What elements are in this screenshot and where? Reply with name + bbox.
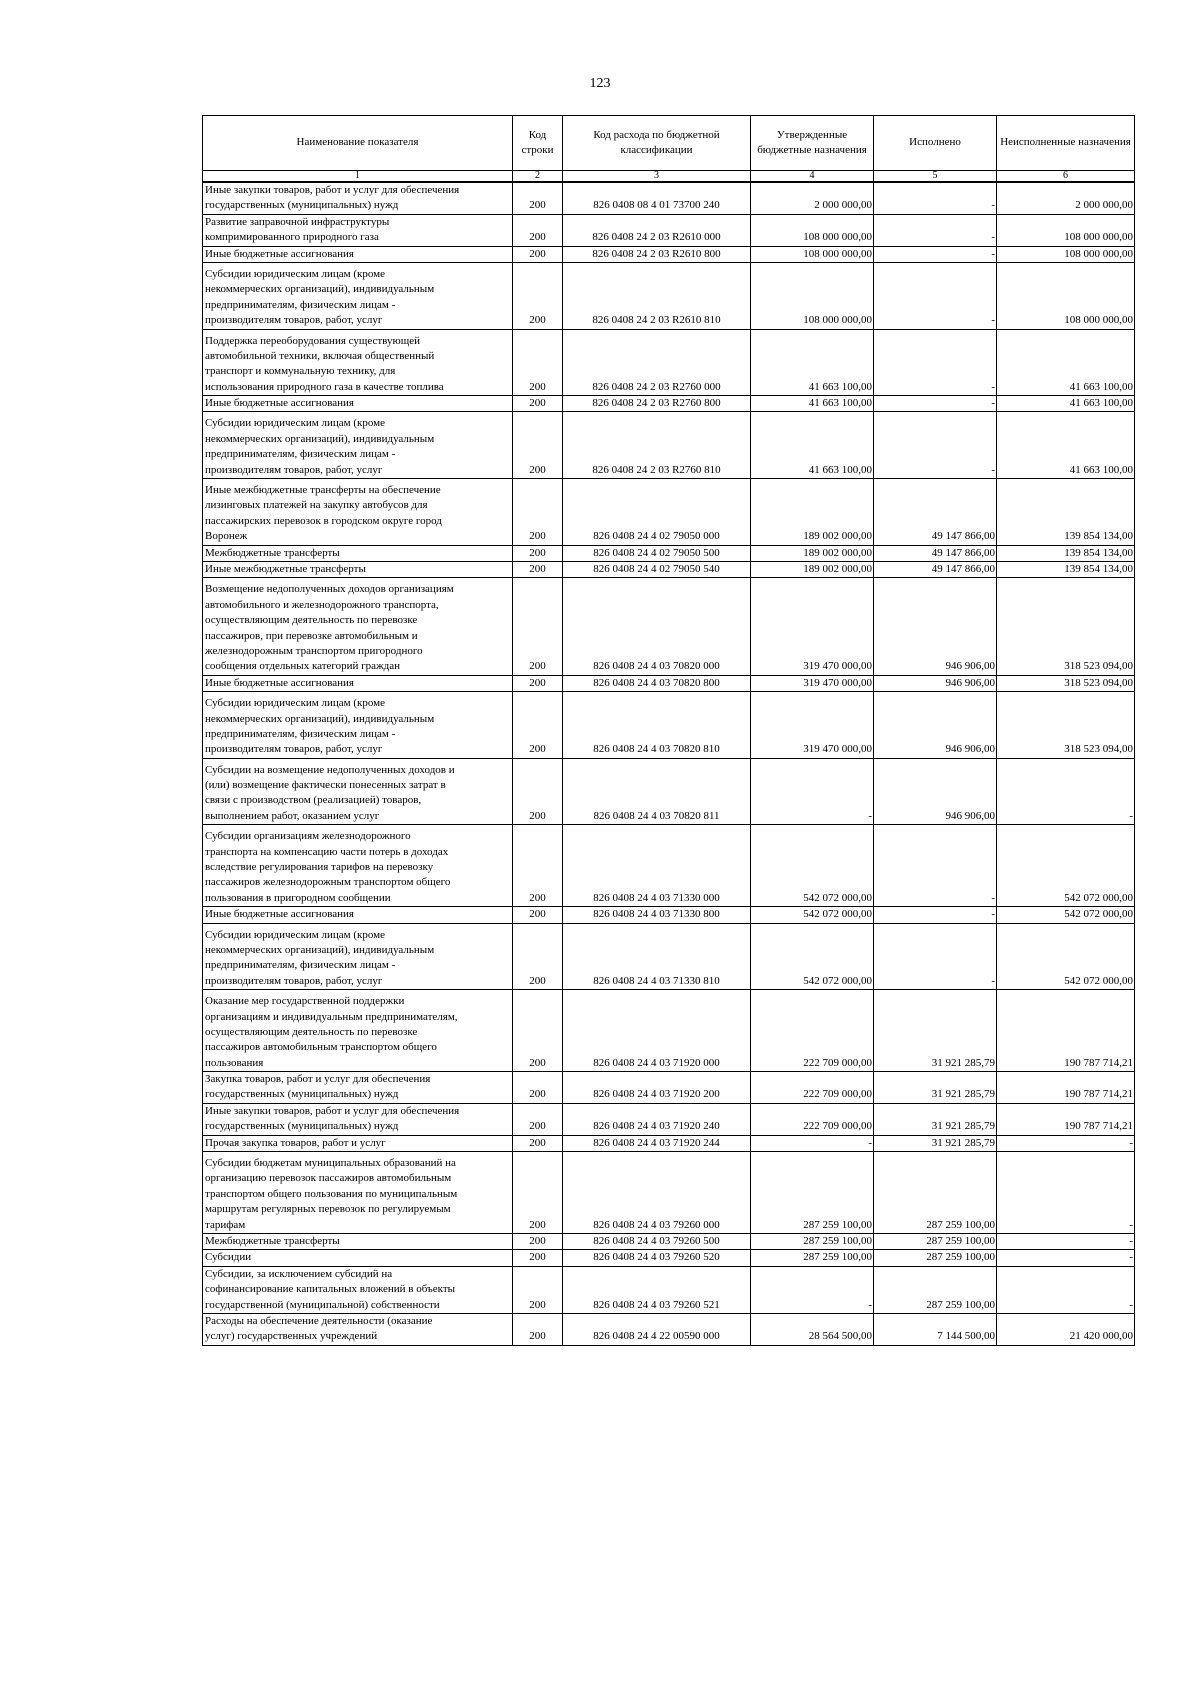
row-budget-code-cell: 826 0408 24 4 03 71330 000 (563, 825, 751, 907)
row-budget-code-cell: 826 0408 24 2 03 R2760 810 (563, 412, 751, 479)
row-approved-cell: - (751, 758, 874, 825)
row-unexecuted-cell: - (997, 1266, 1135, 1313)
row-approved-cell: 189 002 000,00 (751, 561, 874, 577)
table-row (203, 990, 1135, 1072)
row-name-cell: Иные межбюджетные трансферты (203, 561, 513, 577)
row-executed-cell: - (874, 246, 997, 262)
row-line-code-cell: 200 (513, 1266, 563, 1313)
header-approved: Утвержденные бюджетные назначения (751, 116, 874, 171)
header-indicator-name: Наименование показателя (203, 116, 513, 171)
row-unexecuted-cell: - (997, 1135, 1135, 1151)
row-budget-code-cell: 826 0408 24 4 03 71920 000 (563, 990, 751, 1072)
row-budget-code-cell: 826 0408 24 4 02 79050 540 (563, 561, 751, 577)
row-unexecuted-cell: 190 787 714,21 (997, 990, 1135, 1072)
column-number: 5 (874, 171, 997, 183)
row-line-code-cell: 200 (513, 578, 563, 675)
row-approved-cell: - (751, 1135, 874, 1151)
row-name-cell: Закупка товаров, работ и услуг для обеспечения государственных (муниципальных) нужд (203, 1072, 513, 1104)
row-executed-cell: 287 259 100,00 (874, 1234, 997, 1250)
row-executed-cell: 946 906,00 (874, 692, 997, 759)
row-name-cell: Субсидии юридическим лицам (кроме некоммерческих организаций), индивидуальным предпринимателям, физическим лицам - производителям товаров, работ, услуг (203, 262, 513, 329)
table-row (203, 561, 1135, 577)
table-header (203, 116, 1135, 183)
row-name-cell: Возмещение недополученных доходов организациям автомобильного и железнодорожного транспорта, осуществляющим деятельность по перевозке пассажиров, при перевозке автомобильным и железнодорожным транспортом пригородного сообщения отдельных категорий граждан (203, 578, 513, 675)
row-line-code-cell: 200 (513, 990, 563, 1072)
row-line-code-cell: 200 (513, 1152, 563, 1234)
row-executed-cell: 31 921 285,79 (874, 1072, 997, 1104)
table-row (203, 1103, 1135, 1135)
row-approved-cell: 542 072 000,00 (751, 923, 874, 990)
row-name-cell: Иные закупки товаров, работ и услуг для обеспечения государственных (муниципальных) нужд (203, 182, 513, 214)
row-budget-code-cell: 826 0408 24 4 02 79050 500 (563, 545, 751, 561)
row-executed-cell: - (874, 214, 997, 246)
row-budget-code-cell: 826 0408 24 2 03 R2610 800 (563, 246, 751, 262)
row-approved-cell: 287 259 100,00 (751, 1250, 874, 1266)
column-number: 6 (997, 171, 1135, 183)
row-executed-cell: 287 259 100,00 (874, 1266, 997, 1313)
row-unexecuted-cell: 41 663 100,00 (997, 412, 1135, 479)
row-line-code-cell: 200 (513, 675, 563, 691)
row-budget-code-cell: 826 0408 24 2 03 R2760 800 (563, 396, 751, 412)
row-line-code-cell: 200 (513, 1234, 563, 1250)
row-line-code-cell: 200 (513, 214, 563, 246)
row-budget-code-cell: 826 0408 24 4 03 71330 800 (563, 907, 751, 923)
row-budget-code-cell: 826 0408 24 4 03 71920 200 (563, 1072, 751, 1104)
row-approved-cell: 2 000 000,00 (751, 182, 874, 214)
row-budget-code-cell: 826 0408 24 4 03 70820 800 (563, 675, 751, 691)
row-unexecuted-cell: 41 663 100,00 (997, 396, 1135, 412)
table-row (203, 1135, 1135, 1151)
row-name-cell: Иные бюджетные ассигнования (203, 907, 513, 923)
row-budget-code-cell: 826 0408 24 4 03 79260 521 (563, 1266, 751, 1313)
table-row (203, 1266, 1135, 1313)
table-row (203, 1250, 1135, 1266)
row-budget-code-cell: 826 0408 24 2 03 R2610 810 (563, 262, 751, 329)
row-unexecuted-cell: - (997, 1250, 1135, 1266)
row-line-code-cell: 200 (513, 262, 563, 329)
row-budget-code-cell: 826 0408 24 4 03 70820 000 (563, 578, 751, 675)
table-row (203, 246, 1135, 262)
row-budget-code-cell: 826 0408 24 4 03 71920 240 (563, 1103, 751, 1135)
table-row (203, 1313, 1135, 1345)
header-unexecuted: Неисполненные назначения (997, 116, 1135, 171)
row-budget-code-cell: 826 0408 24 4 03 70820 810 (563, 692, 751, 759)
table-row (203, 479, 1135, 546)
page-number: 123 (589, 76, 611, 91)
row-budget-code-cell: 826 0408 24 4 03 79260 500 (563, 1234, 751, 1250)
row-approved-cell: 108 000 000,00 (751, 214, 874, 246)
table-row (203, 214, 1135, 246)
row-unexecuted-cell: 190 787 714,21 (997, 1103, 1135, 1135)
row-line-code-cell: 200 (513, 825, 563, 907)
row-name-cell: Иные бюджетные ассигнования (203, 246, 513, 262)
row-unexecuted-cell: - (997, 1234, 1135, 1250)
table-row (203, 923, 1135, 990)
row-line-code-cell: 200 (513, 1250, 563, 1266)
row-budget-code-cell: 826 0408 24 4 03 79260 520 (563, 1250, 751, 1266)
row-line-code-cell: 200 (513, 907, 563, 923)
row-line-code-cell: 200 (513, 758, 563, 825)
row-name-cell: Субсидии бюджетам муниципальных образований на организацию перевозок пассажиров автомобильным транспортом общего пользования по муниципальным маршрутам регулярных перевозок по регулируемым тарифам (203, 1152, 513, 1234)
table-body (203, 182, 1135, 1345)
row-executed-cell: - (874, 825, 997, 907)
row-executed-cell: 287 259 100,00 (874, 1152, 997, 1234)
row-executed-cell: - (874, 182, 997, 214)
row-executed-cell: - (874, 329, 997, 396)
row-line-code-cell: 200 (513, 182, 563, 214)
table-row (203, 1234, 1135, 1250)
row-approved-cell: 542 072 000,00 (751, 825, 874, 907)
row-approved-cell: 41 663 100,00 (751, 396, 874, 412)
header-budget-class-code: Код расхода по бюджетной классификации (563, 116, 751, 171)
row-approved-cell: 287 259 100,00 (751, 1234, 874, 1250)
row-line-code-cell: 200 (513, 1313, 563, 1345)
row-unexecuted-cell: 139 854 134,00 (997, 479, 1135, 546)
row-name-cell: Развитие заправочной инфраструктуры компримированного природного газа (203, 214, 513, 246)
row-name-cell: Субсидии юридическим лицам (кроме некоммерческих организаций), индивидуальным предпринимателям, физическим лицам - производителям товаров, работ, услуг (203, 692, 513, 759)
row-name-cell: Иные бюджетные ассигнования (203, 675, 513, 691)
row-approved-cell: 189 002 000,00 (751, 479, 874, 546)
row-approved-cell: 287 259 100,00 (751, 1152, 874, 1234)
row-executed-cell: 7 144 500,00 (874, 1313, 997, 1345)
row-unexecuted-cell: 2 000 000,00 (997, 182, 1135, 214)
row-approved-cell: 189 002 000,00 (751, 545, 874, 561)
row-approved-cell: 41 663 100,00 (751, 329, 874, 396)
row-executed-cell: 946 906,00 (874, 758, 997, 825)
row-name-cell: Межбюджетные трансферты (203, 545, 513, 561)
column-number: 2 (513, 171, 563, 183)
row-budget-code-cell: 826 0408 24 4 03 71330 810 (563, 923, 751, 990)
row-unexecuted-cell: 318 523 094,00 (997, 578, 1135, 675)
row-approved-cell: 222 709 000,00 (751, 990, 874, 1072)
row-approved-cell: 319 470 000,00 (751, 675, 874, 691)
row-name-cell: Иные бюджетные ассигнования (203, 396, 513, 412)
row-executed-cell: 31 921 285,79 (874, 1135, 997, 1151)
table-row (203, 907, 1135, 923)
row-name-cell: Субсидии, за исключением субсидий на софинансирование капитальных вложений в объекты государственной (муниципальной) собственности (203, 1266, 513, 1313)
column-number: 3 (563, 171, 751, 183)
row-name-cell: Иные межбюджетные трансферты на обеспечение лизинговых платежей на закупку автобусов для пассажирских перевозок в городском округе город Воронеж (203, 479, 513, 546)
row-approved-cell: 319 470 000,00 (751, 578, 874, 675)
row-executed-cell: 946 906,00 (874, 578, 997, 675)
row-executed-cell: - (874, 396, 997, 412)
row-name-cell: Поддержка переоборудования существующей автомобильной техники, включая общественный транспорт и коммунальную технику, для использования природного газа в качестве топлива (203, 329, 513, 396)
row-approved-cell: 319 470 000,00 (751, 692, 874, 759)
row-line-code-cell: 200 (513, 545, 563, 561)
table-row (203, 396, 1135, 412)
row-executed-cell: 946 906,00 (874, 675, 997, 691)
row-unexecuted-cell: 542 072 000,00 (997, 825, 1135, 907)
row-line-code-cell: 200 (513, 1135, 563, 1151)
row-unexecuted-cell: 139 854 134,00 (997, 545, 1135, 561)
row-approved-cell: 222 709 000,00 (751, 1103, 874, 1135)
row-executed-cell: 31 921 285,79 (874, 1103, 997, 1135)
row-unexecuted-cell: 542 072 000,00 (997, 923, 1135, 990)
row-name-cell: Межбюджетные трансферты (203, 1234, 513, 1250)
row-line-code-cell: 200 (513, 923, 563, 990)
row-unexecuted-cell: - (997, 758, 1135, 825)
row-name-cell: Субсидии юридическим лицам (кроме некоммерческих организаций), индивидуальным предпринимателям, физическим лицам - производителям товаров, работ, услуг (203, 412, 513, 479)
table-row (203, 692, 1135, 759)
column-number: 1 (203, 171, 513, 183)
row-unexecuted-cell: 318 523 094,00 (997, 692, 1135, 759)
row-approved-cell: 108 000 000,00 (751, 262, 874, 329)
row-unexecuted-cell: - (997, 1152, 1135, 1234)
table-row (203, 1152, 1135, 1234)
table-row (203, 825, 1135, 907)
row-executed-cell: 31 921 285,79 (874, 990, 997, 1072)
table-row (203, 329, 1135, 396)
row-budget-code-cell: 826 0408 24 4 03 71920 244 (563, 1135, 751, 1151)
row-name-cell: Субсидии организациям железнодорожного транспорта на компенсацию части потерь в доходах вследствие регулирования тарифов на перевозку пассажиров железнодорожным транспортом общего пользования в пригородном сообщении (203, 825, 513, 907)
row-line-code-cell: 200 (513, 479, 563, 546)
row-unexecuted-cell: 108 000 000,00 (997, 246, 1135, 262)
row-name-cell: Прочая закупка товаров, работ и услуг (203, 1135, 513, 1151)
row-line-code-cell: 200 (513, 412, 563, 479)
row-executed-cell: 49 147 866,00 (874, 545, 997, 561)
row-line-code-cell: 200 (513, 396, 563, 412)
row-approved-cell: 108 000 000,00 (751, 246, 874, 262)
row-approved-cell: - (751, 1266, 874, 1313)
row-budget-code-cell: 826 0408 24 4 03 79260 000 (563, 1152, 751, 1234)
row-approved-cell: 222 709 000,00 (751, 1072, 874, 1104)
table-row (203, 675, 1135, 691)
row-line-code-cell: 200 (513, 329, 563, 396)
row-unexecuted-cell: 318 523 094,00 (997, 675, 1135, 691)
row-line-code-cell: 200 (513, 1072, 563, 1104)
row-name-cell: Субсидии юридическим лицам (кроме некоммерческих организаций), индивидуальным предпринимателям, физическим лицам - производителям товаров, работ, услуг (203, 923, 513, 990)
table-row (203, 578, 1135, 675)
row-unexecuted-cell: 542 072 000,00 (997, 907, 1135, 923)
row-name-cell: Оказание мер государственной поддержки организациям и индивидуальным предпринимателям, осуществляющим деятельность по перевозке пассажиров автомобильным транспортом общего пользования (203, 990, 513, 1072)
row-executed-cell: 49 147 866,00 (874, 561, 997, 577)
row-line-code-cell: 200 (513, 1103, 563, 1135)
column-number: 4 (751, 171, 874, 183)
row-budget-code-cell: 826 0408 24 2 03 R2760 000 (563, 329, 751, 396)
table-row (203, 182, 1135, 214)
table-row (203, 1072, 1135, 1104)
row-budget-code-cell: 826 0408 08 4 01 73700 240 (563, 182, 751, 214)
header-line-code: Код строки (513, 116, 563, 171)
row-unexecuted-cell: 21 420 000,00 (997, 1313, 1135, 1345)
row-unexecuted-cell: 139 854 134,00 (997, 561, 1135, 577)
budget-execution-table (202, 115, 1135, 1346)
row-line-code-cell: 200 (513, 561, 563, 577)
row-executed-cell: - (874, 262, 997, 329)
row-approved-cell: 41 663 100,00 (751, 412, 874, 479)
row-executed-cell: - (874, 412, 997, 479)
row-name-cell: Иные закупки товаров, работ и услуг для обеспечения государственных (муниципальных) нужд (203, 1103, 513, 1135)
row-budget-code-cell: 826 0408 24 2 03 R2610 000 (563, 214, 751, 246)
row-executed-cell: 287 259 100,00 (874, 1250, 997, 1266)
row-executed-cell: 49 147 866,00 (874, 479, 997, 546)
row-budget-code-cell: 826 0408 24 4 22 00590 000 (563, 1313, 751, 1345)
row-executed-cell: - (874, 923, 997, 990)
row-name-cell: Расходы на обеспечение деятельности (оказание услуг) государственных учреждений (203, 1313, 513, 1345)
table-row (203, 545, 1135, 561)
row-budget-code-cell: 826 0408 24 4 02 79050 000 (563, 479, 751, 546)
row-name-cell: Субсидии на возмещение недополученных доходов и (или) возмещение фактически понесенных затрат в связи с производством (реализацией) товаров, выполнением работ, оказанием услуг (203, 758, 513, 825)
row-line-code-cell: 200 (513, 692, 563, 759)
row-unexecuted-cell: 108 000 000,00 (997, 214, 1135, 246)
table-row (203, 262, 1135, 329)
row-budget-code-cell: 826 0408 24 4 03 70820 811 (563, 758, 751, 825)
row-approved-cell: 28 564 500,00 (751, 1313, 874, 1345)
row-executed-cell: - (874, 907, 997, 923)
row-name-cell: Субсидии (203, 1250, 513, 1266)
header-executed: Исполнено (874, 116, 997, 171)
row-unexecuted-cell: 190 787 714,21 (997, 1072, 1135, 1104)
row-unexecuted-cell: 41 663 100,00 (997, 329, 1135, 396)
row-line-code-cell: 200 (513, 246, 563, 262)
table-row (203, 758, 1135, 825)
row-approved-cell: 542 072 000,00 (751, 907, 874, 923)
row-unexecuted-cell: 108 000 000,00 (997, 262, 1135, 329)
table-row (203, 412, 1135, 479)
